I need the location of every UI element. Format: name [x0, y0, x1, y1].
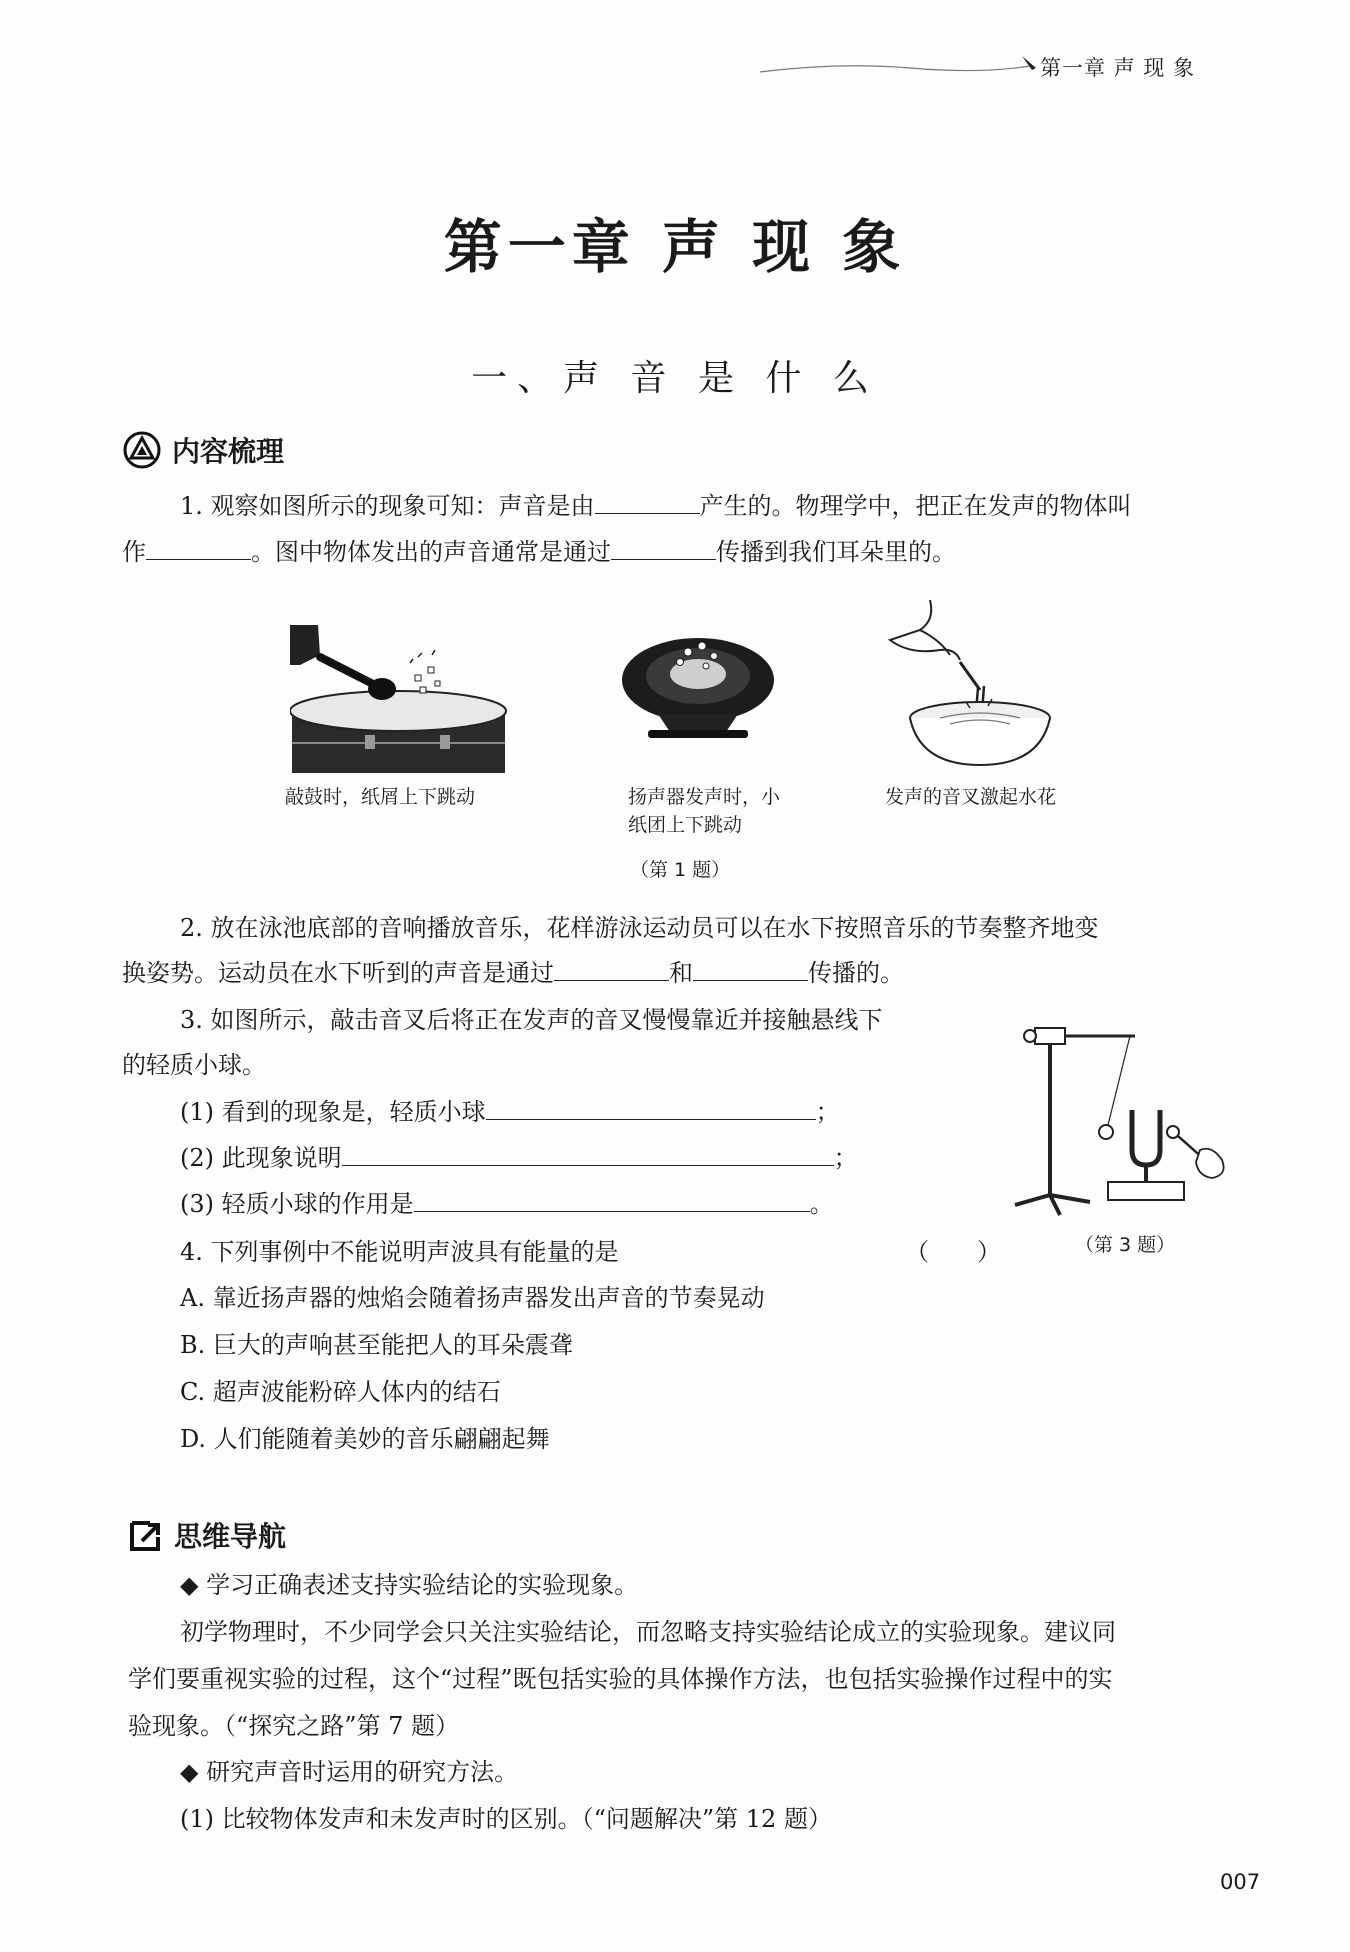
- figure-label-q3: （第 3 题）: [1075, 1234, 1176, 1256]
- q3-sub1-end: ；: [815, 1098, 840, 1126]
- q1-blank-3[interactable]: [611, 533, 716, 560]
- guide-item-1: (1) 比较物体发声和未发声时的区别。（“问题解决”第 12 题）: [180, 1805, 832, 1833]
- q2-text-b: 和: [669, 959, 693, 987]
- q3-sub3-text: (3) 轻质小球的作用是: [180, 1190, 414, 1218]
- q1-blank-2[interactable]: [146, 533, 251, 560]
- q1-text-b: 产生的。物理学中，把正在发声的物体叫: [699, 492, 1132, 520]
- edit-arrow-icon: [128, 1517, 164, 1553]
- q1-text-a: 1. 观察如图所示的现象可知：声音是由: [180, 492, 595, 520]
- q3-blank-3[interactable]: [414, 1185, 810, 1212]
- tuning-fork-water-figure: [880, 600, 1060, 770]
- section-title: 一、声 音 是 什 么: [471, 358, 879, 399]
- guide-point-1: ◆ 学习正确表述支持实验结论的实验现象。: [180, 1571, 639, 1599]
- q1-text-e: 传播到我们耳朵里的。: [716, 538, 956, 566]
- q2-blank-2[interactable]: [693, 954, 808, 981]
- q4-option-a[interactable]: A. 靠近扬声器的烛焰会随着扬声器发出声音的节奏晃动: [180, 1284, 765, 1312]
- q2-text-c: 传播的。: [808, 959, 904, 987]
- q3-sub2-end: ；: [833, 1144, 858, 1172]
- figure-label-q1: （第 1 题）: [630, 859, 731, 881]
- q1-blank-1[interactable]: [595, 487, 700, 514]
- drum-figure: [290, 625, 510, 775]
- q4-option-b[interactable]: B. 巨大的声响甚至能把人的耳朵震聋: [180, 1331, 573, 1359]
- guide-point-2: ◆ 研究声音时运用的研究方法。: [180, 1758, 519, 1786]
- speaker-figure: [618, 632, 778, 742]
- caption-speaker-line2: 纸团上下跳动: [628, 814, 743, 836]
- caption-fork: 发声的音叉激起水花: [885, 786, 1057, 808]
- header-swoosh-decoration: [760, 54, 1040, 84]
- guide-para1-line3: 验现象。（“探究之路”第 7 题）: [128, 1712, 460, 1740]
- q3-line2: 的轻质小球。: [122, 1051, 266, 1079]
- guide-para1-line1: 初学物理时，不少同学会只关注实验结论，而忽略支持实验结论成立的实验现象。建议同: [180, 1618, 1116, 1646]
- chapter-title: 第一章 声 现 象: [443, 213, 907, 281]
- guide-para1-line2: 学们要重视实验的过程，这个“过程”既包括实验的具体操作方法，也包括实验操作过程中的实: [128, 1665, 1113, 1693]
- review-heading: [122, 430, 284, 470]
- q4-option-c[interactable]: C. 超声波能粉碎人体内的结石: [180, 1378, 501, 1406]
- triangle-circle-icon: [122, 430, 162, 470]
- q2-text-a: 换姿势。运动员在水下听到的声音是通过: [122, 959, 554, 987]
- q3-sub1: [180, 1092, 840, 1132]
- q4-option-d[interactable]: D. 人们能随着美妙的音乐翩翩起舞: [180, 1425, 550, 1453]
- q3-sub2-text: (2) 此现象说明: [180, 1144, 342, 1172]
- q4-answer-paren[interactable]: （ ）: [905, 1238, 1001, 1266]
- guide-heading: [128, 1515, 286, 1555]
- page-number: 007: [1220, 1870, 1261, 1894]
- q3-sub1-text: (1) 看到的现象是，轻质小球: [180, 1098, 486, 1126]
- q2-line1: 2. 放在泳池底部的音响播放音乐，花样游泳运动员可以在水下按照音乐的节奏整齐地变: [180, 914, 1099, 942]
- q2-blank-1[interactable]: [554, 954, 669, 981]
- q3-blank-2[interactable]: [342, 1139, 834, 1166]
- q1-text-d: 。图中物体发出的声音通常是通过: [251, 538, 611, 566]
- q3-blank-1[interactable]: [486, 1093, 816, 1120]
- q3-line1: 3. 如图所示，敲击音叉后将正在发声的音叉慢慢靠近并接触悬线下: [180, 1006, 883, 1034]
- q1-text-c: 作: [122, 538, 146, 566]
- q2-line2: [122, 953, 1222, 993]
- caption-speaker-line1: 扬声器发声时，小: [628, 786, 781, 808]
- caption-drum: 敲鼓时，纸屑上下跳动: [285, 786, 476, 808]
- running-header: 第一章 声 现 象: [1040, 56, 1196, 80]
- review-heading-label: 内容梳理: [172, 435, 285, 468]
- pendulum-fork-figure: [1000, 1010, 1240, 1225]
- q1-line2: [122, 532, 1242, 572]
- q1-line1: [180, 486, 1240, 526]
- q4-stem: 4. 下列事例中不能说明声波具有能量的是: [180, 1238, 619, 1266]
- q3-sub2: [180, 1138, 858, 1178]
- q3-sub3: [180, 1184, 834, 1224]
- guide-heading-label: 思维导航: [174, 1520, 287, 1553]
- q3-sub3-end: 。: [809, 1190, 834, 1218]
